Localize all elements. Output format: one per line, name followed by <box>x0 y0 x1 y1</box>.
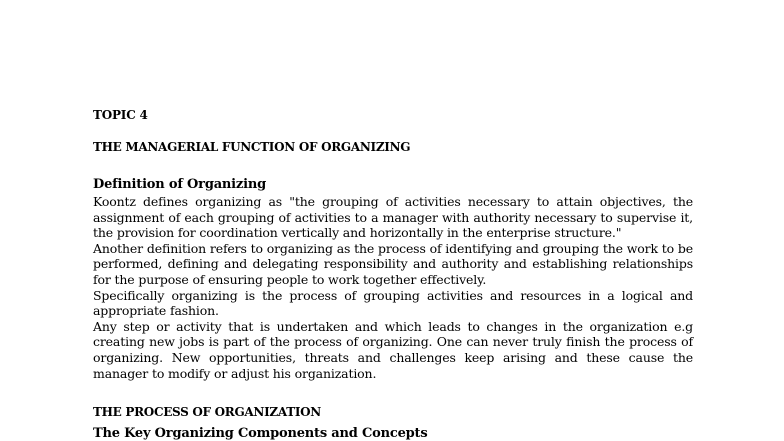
paragraph-another-definition: Another definition refers to organizing as the process of identifying and grouping the work to be performed, defining and delegating responsibility and authority and establishing relationships for the purpose of ensuring people to work together effectively. <box>93 240 693 287</box>
definition-heading: Definition of Organizing <box>93 177 266 192</box>
topic-label: TOPIC 4 <box>93 108 148 122</box>
definition-body <box>93 194 693 381</box>
page-title: THE MANAGERIAL FUNCTION OF ORGANIZING <box>93 140 411 154</box>
process-heading: THE PROCESS OF ORGANIZATION <box>93 405 321 419</box>
document-page <box>93 0 693 441</box>
paragraph-specifically: Specifically organizing is the process of grouping activities and resources in a logical and appropriate fashion. <box>93 287 693 319</box>
paragraph-koontz: Koontz defines organizing as "the grouping of activities necessary to attain objectives, the assignment of each grouping of activities to a manager with authority necessary to supervise it, the provision for coordination vertically and horizontally in the enterprise structure." <box>93 194 693 241</box>
components-heading: The Key Organizing Components and Concepts <box>93 426 428 441</box>
paragraph-any-step: Any step or activity that is undertaken and which leads to changes in the organization e.g creating new jobs is part of the process of organizing. One can never truly finish the process of organizing. New opportunities, threats and challenges keep arising and these cause the manager to modify or adjust his organization. <box>93 318 693 381</box>
